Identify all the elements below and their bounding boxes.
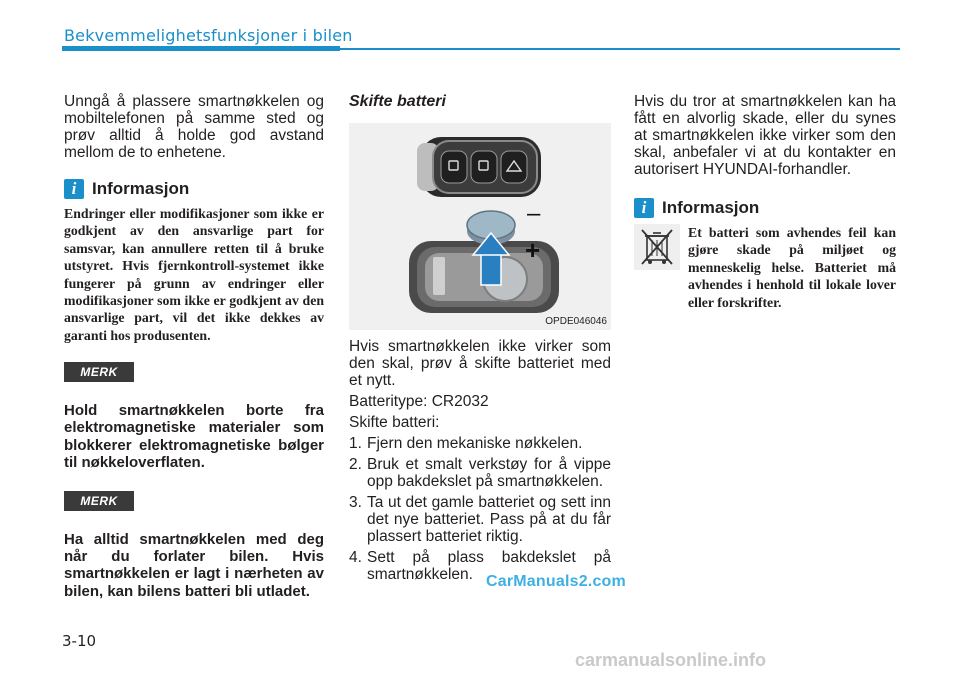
battery-replacement-figure xyxy=(349,123,611,330)
left-column xyxy=(64,93,324,600)
figure-code: OPDE046046 xyxy=(545,316,607,327)
list-item xyxy=(349,494,611,545)
battery-steps-list xyxy=(349,435,611,583)
step-text: Ta ut det gamle batteriet og sett inn det nye batteriet. Pass på at du får plassert batteriet riktig. xyxy=(367,494,611,545)
step-number: 4. xyxy=(349,549,362,566)
info-heading xyxy=(634,198,896,218)
section-title: Skifte batteri xyxy=(349,93,446,110)
battery-steps-heading: Skifte batteri: xyxy=(349,414,440,431)
info-label: Informasjon xyxy=(92,179,190,198)
disposal-text: Et batteri som avhendes feil kan gjøre skade på miljøet og menneskelig helse. Batteriet må avhendes i henhold til lokale lover eller forskrifter. xyxy=(688,225,896,310)
list-item xyxy=(349,435,611,452)
key-fob-front xyxy=(417,137,541,197)
battery-type: Batteritype: CR2032 xyxy=(349,393,489,410)
step-number: 3. xyxy=(349,494,362,511)
step-text: Fjern den mekaniske nøkkelen. xyxy=(367,435,583,452)
watermark-carmanualsonline: carmanualsonline.info xyxy=(575,650,767,670)
header-rule-thick xyxy=(62,46,340,51)
step-number: 1. xyxy=(349,435,362,452)
watermark-carmanuals2: CarManuals2.com xyxy=(486,573,626,590)
info-text: Endringer eller modifikasjoner som ikke er godkjent av den ansvarlige part for samsvar, kan annullere retten til å bruke utstyret. Hvis fjernkontroll-systemet ikke fungerer på grunn av endringer eller modifikasjoner som ikke er godkjent av den ansvarlige part, vil det ikke dekkes av garanti hos produsenten. xyxy=(64,206,324,343)
section-header-title: Bekvemmelighetsfunksjoner i bilen xyxy=(64,26,353,45)
info-heading xyxy=(64,179,324,199)
right-column xyxy=(634,93,896,311)
battery-intro: Hvis smartnøkkelen ikke virker som den skal, prøv å skifte batteriet med et nytt. xyxy=(349,338,611,389)
merk-text: Ha alltid smartnøkkelen med deg når du forlater bilen. Hvis smartnøkkelen er lagt i nærheten av bilen, kan bilens batteri bli utladet. xyxy=(64,531,324,600)
intro-paragraph: Unngå å plassere smartnøkkelen og mobiltelefonen på samme sted og prøv alltid å holde god avstand mellom de to enhetene. xyxy=(64,93,324,161)
middle-column-text xyxy=(349,338,611,583)
merk-badge: MERK xyxy=(64,491,134,511)
plus-sign: + xyxy=(525,235,541,265)
smart-key-illustration xyxy=(349,123,611,330)
crossed-bin-icon xyxy=(634,224,680,270)
middle-column-title xyxy=(349,93,611,111)
page-number: 3-10 xyxy=(62,632,97,650)
step-text: Bruk et smalt verkstøy for å vippe opp bakdekslet på smartnøkkelen. xyxy=(367,456,611,490)
step-number: 2. xyxy=(349,456,362,473)
header-rule-thin xyxy=(340,48,900,50)
info-icon: i xyxy=(634,198,654,218)
merk-text: Hold smartnøkkelen borte fra elektromagnetiske materialer som blokkerer elektromagnetiske bølger til nøkkeloverflaten. xyxy=(64,402,324,471)
info-icon: i xyxy=(64,179,84,199)
merk-badge: MERK xyxy=(64,362,134,382)
dealer-paragraph: Hvis du tror at smartnøkkelen kan ha fått en alvorlig skade, eller du synes at smartnøkkelen ikke virker som den skal, anbefaler vi at du kontakter en autorisert HYUNDAI-forhandler. xyxy=(634,93,896,178)
list-item xyxy=(349,456,611,490)
disposal-info xyxy=(634,224,896,311)
minus-sign: – xyxy=(527,200,541,227)
info-label: Informasjon xyxy=(662,198,760,217)
step-text: Sett på plass bakdekslet på smartnøkkelen. xyxy=(367,549,611,583)
